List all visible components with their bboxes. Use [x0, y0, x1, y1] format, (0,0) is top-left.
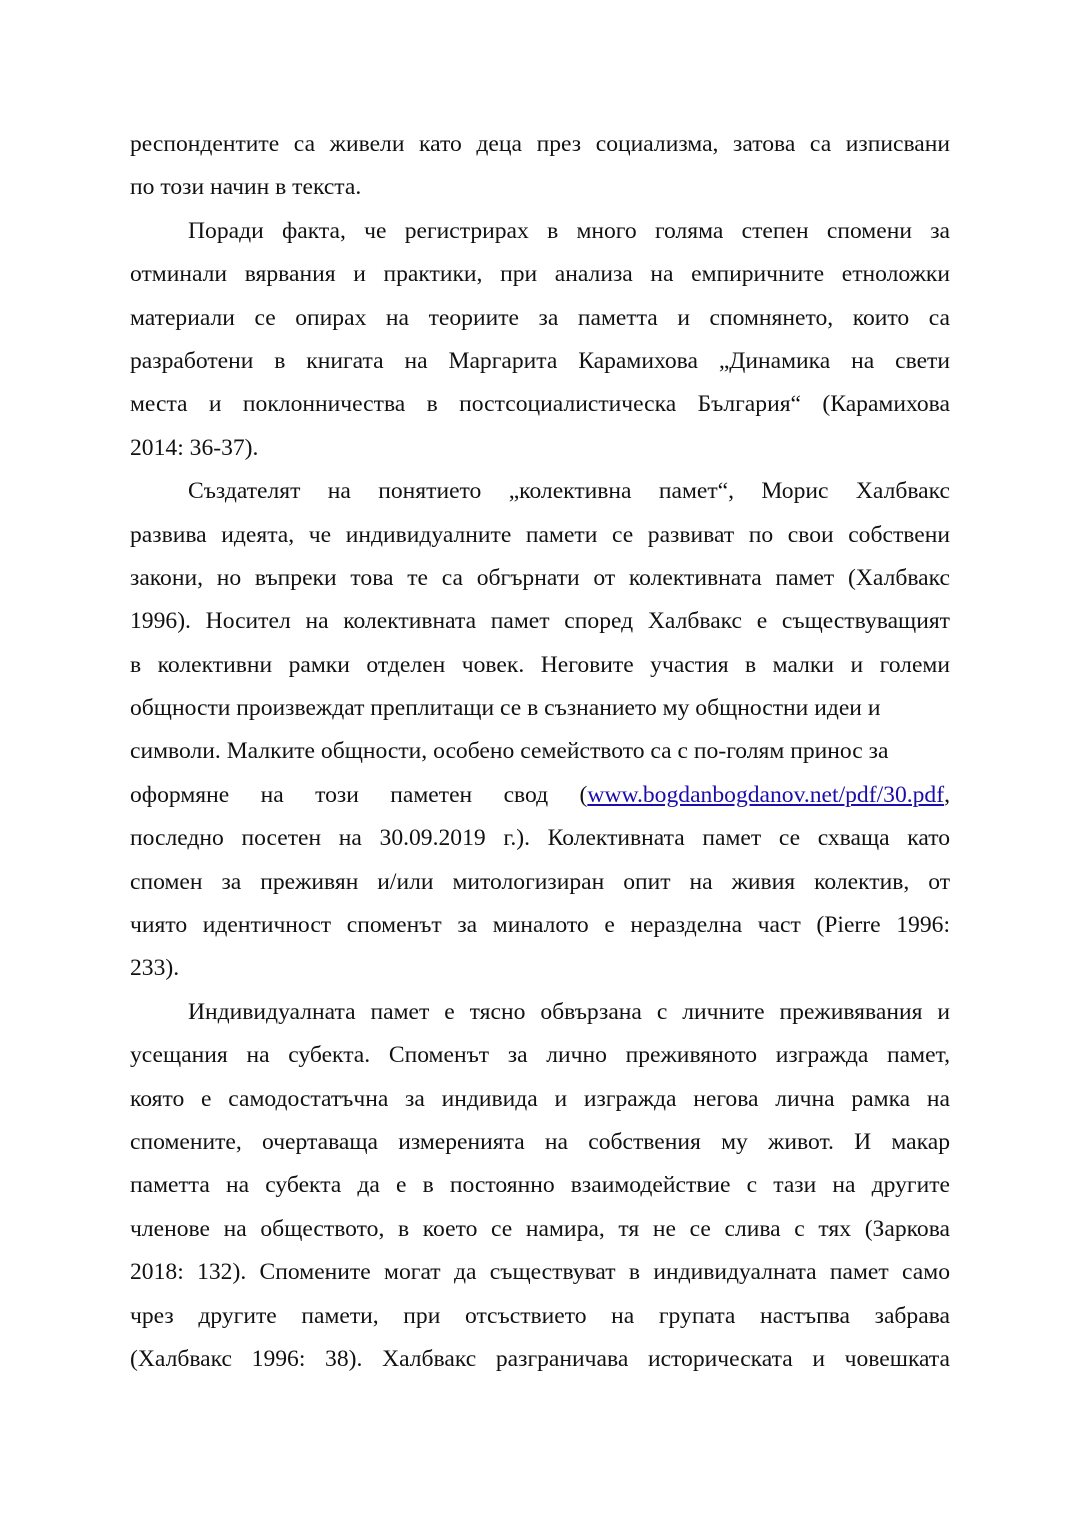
source-link[interactable]: www.bogdanbogdanov.net/pdf/30.pdf — [587, 781, 945, 808]
text-line: в колективни рамки отделен човек. Неговите участия в малки и големи — [130, 651, 950, 678]
text-line: 1996). Носител на колективната памет според Халбвакс е съществуващият — [130, 608, 950, 635]
document-page — [130, 123, 950, 1381]
text-line: Поради факта, че регистрирах в много голяма степен спомени за — [188, 217, 950, 244]
paragraph-3 — [130, 470, 950, 991]
text-line: (Халбвакс 1996: 38). Халбвакс разграничава историческата и човешката — [130, 1345, 950, 1372]
text-line: общности произвеждат преплитащи се в съзнанието му общностни идеи и — [130, 695, 881, 722]
text-line: места и поклонничества в постсоциалистическа България“ (Карамихова — [130, 391, 950, 418]
paragraph-2 — [130, 210, 950, 470]
text-line: усещания на субекта. Споменът за лично преживяното изгражда памет, — [130, 1042, 950, 1069]
text-line: по този начин в текста. — [130, 174, 362, 201]
text-line: символи. Малките общности, особено семейството са с по-голям принос за — [130, 738, 889, 765]
link-suffix: , — [944, 781, 950, 808]
text-line-with-link — [130, 774, 950, 817]
text-line: материали се опирах на теориите за паметта и спомнянето, които са — [130, 304, 950, 331]
text-line: закони, но въпреки това те са обгърнати от колективната памет (Халбвакс — [130, 564, 950, 591]
text-line: 2018: 132). Спомените могат да съществуват в индивидуалната памет само — [130, 1259, 950, 1286]
link-prefix: оформяне на този паметен свод ( — [130, 781, 588, 808]
text-line: 2014: 36-37). — [130, 434, 259, 461]
text-line: членове на обществото, в което се намира, тя не се слива с тях (Заркова — [130, 1215, 950, 1242]
text-line: Индивидуалната памет е тясно обвързана с личните преживявания и — [188, 998, 950, 1025]
text-line: респондентите са живели като деца през социализма, затова са изписвани — [130, 131, 950, 157]
text-line: чиято идентичност споменът за миналото е неразделна част (Pierre 1996: — [130, 912, 950, 939]
text-line: чрез другите памети, при отсъствието на групата настъпва забрава — [130, 1302, 950, 1329]
text-line: последно посетен на 30.09.2019 г.). Колективната памет се схваща като — [130, 825, 950, 852]
text-line: Създателят на понятието „колективна памет“, Морис Халбвакс — [188, 478, 950, 505]
text-line: отминали вярвания и практики, при анализа на емпиричните етноложки — [130, 261, 950, 288]
text-line: спомените, очертаваща измеренията на собствения му живот. И макар — [130, 1128, 950, 1155]
text-line: паметта на субекта да е в постоянно взаимодействие с тази на другите — [130, 1172, 950, 1199]
text-line: разработени в книгата на Маргарита Карамихова „Динамика на свети — [130, 347, 950, 374]
text-line: която е самодостатъчна за индивида и изгражда негова лична рамка на — [130, 1085, 950, 1112]
paragraph-1 — [130, 123, 950, 210]
text-line: развива идеята, че индивидуалните памети се развиват по свои собствени — [130, 521, 950, 548]
text-line: 233). — [130, 955, 180, 982]
paragraph-4 — [130, 991, 950, 1382]
text-line: спомен за преживян и/или митологизиран опит на живия колектив, от — [130, 868, 950, 895]
